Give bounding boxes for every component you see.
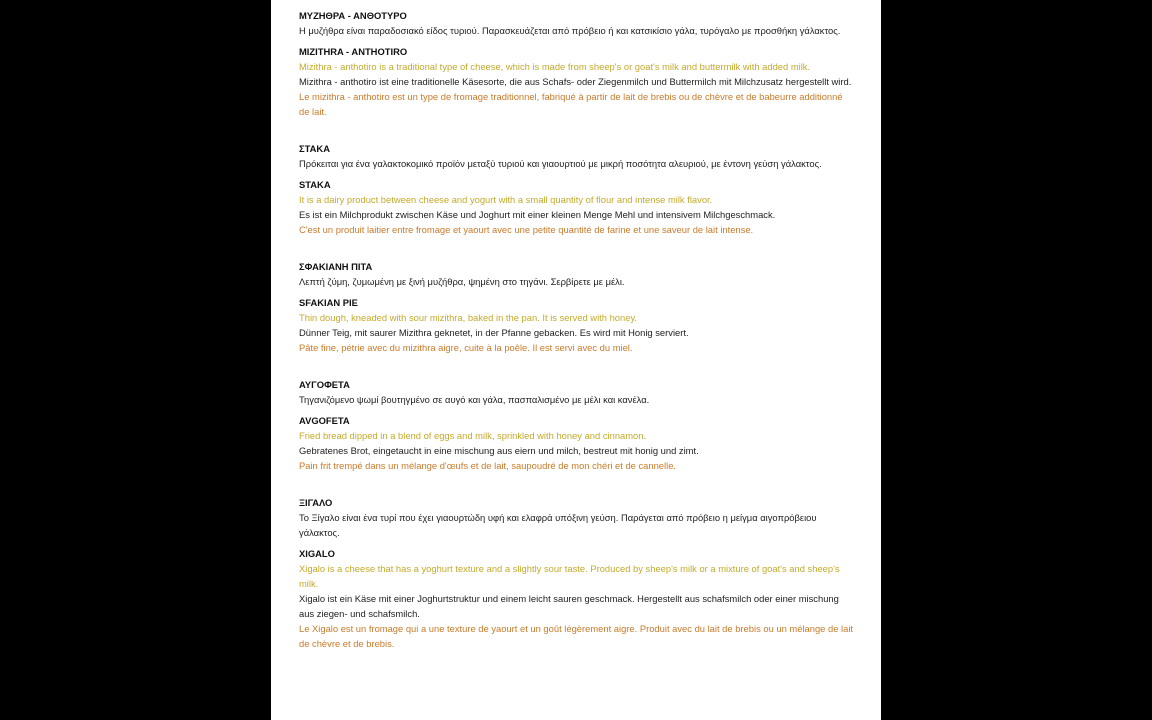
german-description: Xigalo ist ein Käse mit einer Joghurtstruktur und einem leicht sauren geschmack. Hergestellt aus schafsmilch oder einer mischung aus ziegen- und schafsmilch. <box>299 593 839 619</box>
german-description: Dünner Teig, mit saurer Mizithra geknetet, in der Pfanne gebacken. Es wird mit Honig serviert. <box>299 327 689 338</box>
english-description: It is a dairy product between cheese and yogurt with a small quantity of flour and intense milk flavor. <box>299 194 713 205</box>
greek-description: Το Ξίγαλο είναι ένα τυρί που έχει γιαουρτώδη υφή και ελαφρά υπόξινη γεύση. Παράγεται από πρόβειο η μείγμα αιγοπρόβειου γάλακτος. <box>299 512 817 538</box>
menu-entry-mizithra <box>299 8 853 119</box>
menu-entry-avgofeta <box>299 377 853 473</box>
greek-title: ΜΥΖΗΘΡΑ - ΑΝΘΟΤΥΡΟ <box>299 10 407 21</box>
menu-entry-sfakian-pie <box>299 259 853 355</box>
french-description: Pâte fine, pétrie avec du mizithra aigre, cuite à la poêle. Il est servi avec du miel. <box>299 342 633 353</box>
latin-title: SFAKIAN PIE <box>299 297 358 308</box>
english-description: Fried bread dipped in a blend of eggs and milk, sprinkled with honey and cinnamon. <box>299 430 647 441</box>
english-description: Thin dough, kneaded with sour mizithra, baked in the pan. It is served with honey. <box>299 312 638 323</box>
greek-title: ΣΦΑΚΙΑΝΗ ΠΙΤΑ <box>299 261 373 272</box>
menu-entry-xigalo <box>299 495 853 651</box>
french-description: Le Xigalo est un fromage qui a une texture de yaourt et un goût légèrement aigre. Produit avec du lait de brebis ou un mélange de lait de chèvre et de brebis. <box>299 623 854 649</box>
french-description: Le mizithra - anthotiro est un type de fromage traditionnel, fabriqué à partir de lait de brebis ou de chèvre et de babeurre additionné de lait. <box>299 91 843 117</box>
latin-title: MIZITHRA - ANTHOTIRO <box>299 46 408 57</box>
greek-description: Τηγανιζόμενο ψωμί βουτηγμένο σε αυγό και γάλα, πασπαλισμένο με μέλι και κανέλα. <box>299 394 650 405</box>
menu-entry-staka <box>299 141 853 237</box>
greek-title: ΑΥΓΟΦΕΤΑ <box>299 379 350 390</box>
english-description: Xigalo is a cheese that has a yoghurt texture and a slightly sour taste. Produced by sheep's milk or a mixture of goat's and sheep's milk. <box>299 563 840 589</box>
greek-title: ΣΤΑΚΑ <box>299 143 330 154</box>
latin-title: XIGALO <box>299 548 335 559</box>
greek-description: Λεπτή ζύμη, ζυμωμένη με ξινή μυζήθρα, ψημένη στο τηγάνι. Σερβίρετε με μέλι. <box>299 276 625 287</box>
french-description: Pain frit trempé dans un mélange d'œufs et de lait, saupoudré de mon chéri et de cannelle. <box>299 460 677 471</box>
greek-title: ΞΙΓΑΛΟ <box>299 497 333 508</box>
greek-description: Η μυζήθρα είναι παραδοσιακό είδος τυριού. Παρασκευάζεται από πρόβειο ή και κατσικίσιο γάλα, τυρόγαλο με προσθήκη γάλακτος. <box>299 25 841 36</box>
latin-title: STAKA <box>299 179 331 190</box>
german-description: Gebratenes Brot, eingetaucht in eine mischung aus eiern und milch, bestreut mit honig und zimt. <box>299 445 699 456</box>
german-description: Es ist ein Milchprodukt zwischen Käse und Joghurt mit einer kleinen Menge Mehl und intensivem Milchgeschmack. <box>299 209 776 220</box>
greek-description: Πρόκειται για ένα γαλακτοκομικό προϊόν μεταξύ τυριού και γιαουρτιού με μικρή ποσότητα αλευριού, με έντονη γεύση γάλακτος. <box>299 158 822 169</box>
german-description: Mizithra - anthotiro ist eine traditionelle Käsesorte, die aus Schafs- oder Ziegenmilch und Buttermilch mit Milchzusatz hergestellt wird. <box>299 76 852 87</box>
french-description: C'est un produit laitier entre fromage et yaourt avec une petite quantité de farine et une saveur de lait intense. <box>299 224 754 235</box>
english-description: Mizithra - anthotiro is a traditional type of cheese, which is made from sheep's or goat's milk and buttermilk with added milk. <box>299 61 811 72</box>
menu-document-page <box>271 0 881 720</box>
latin-title: AVGOFETA <box>299 415 350 426</box>
